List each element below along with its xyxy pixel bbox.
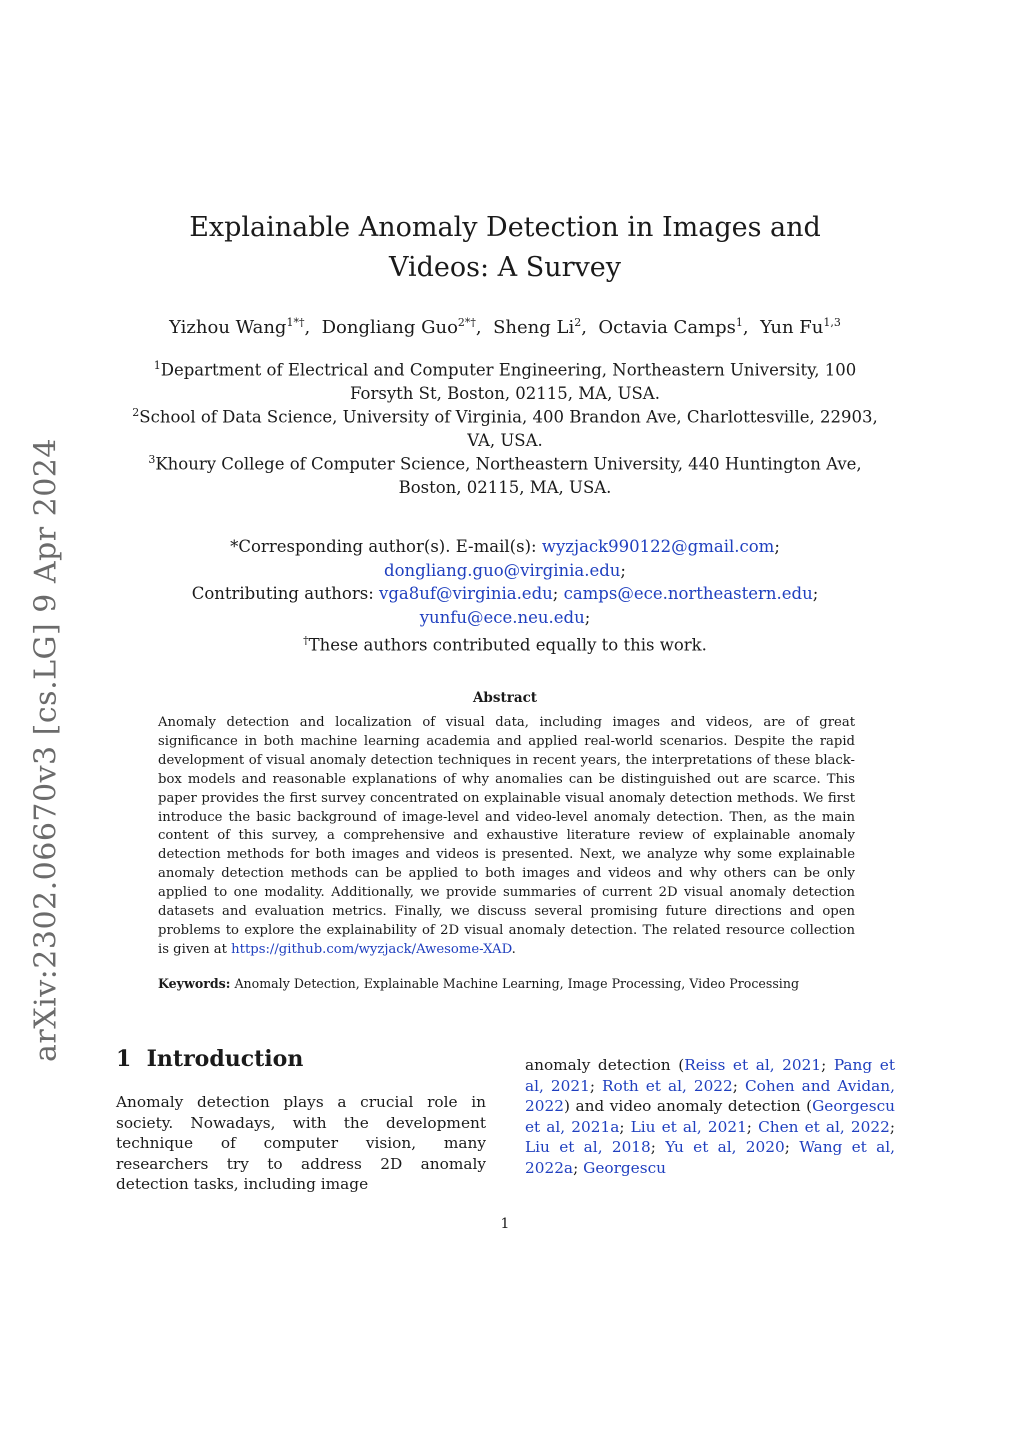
author-superscript: 1 <box>735 316 743 329</box>
citation-link[interactable]: Reiss et al, 2021 <box>684 1056 822 1074</box>
abstract-end: . <box>511 941 516 957</box>
body-text: anomaly detection ( <box>525 1056 685 1074</box>
citation-separator: ; <box>589 1076 602 1095</box>
citation-separator: ; <box>889 1117 895 1136</box>
citation-separator: ; <box>746 1117 759 1136</box>
intro-paragraph-right <box>525 1055 895 1179</box>
citation-link[interactable]: Pang et al, 2021 <box>525 1056 895 1095</box>
author-name: Yun Fu <box>760 317 824 338</box>
affiliation-text: School of Data Science, University of Virginia, 400 Brandon Ave, Charlottesville, 22903, VA, USA. <box>139 407 878 450</box>
section-number: 1 <box>116 1046 132 1072</box>
citation-link[interactable]: Georgescu <box>583 1158 667 1177</box>
author-name: Sheng Li <box>493 317 575 338</box>
body-text: ) and video anomaly detection ( <box>563 1097 813 1116</box>
section-title: Introduction <box>146 1046 304 1072</box>
contributing-label: Contributing authors: <box>191 584 374 603</box>
citation-link[interactable]: Chen et al, 2022 <box>758 1117 890 1136</box>
affiliation-number: 3 <box>148 453 156 466</box>
dagger-mark: † <box>303 634 309 647</box>
citation-separator: ; <box>573 1158 584 1177</box>
author-superscript: 1*† <box>286 316 305 329</box>
correspondence-block: *Corresponding author(s). E-mail(s): wyzjack990122@gmail.com; dongliang.guo@virginia.edu; Contributing authors: vga8uf@virginia.edu; camps@ece.northeastern.edu; yunfu@ece.neu.edu; †These authors contributed equally to this work. <box>191 537 819 655</box>
affiliation <box>120 401 890 452</box>
affiliation <box>120 354 890 405</box>
citation-link[interactable]: Wang et al, 2022a <box>525 1138 895 1177</box>
email-link[interactable]: vga8uf@virginia.edu <box>379 584 553 603</box>
paper-title: Explainable Anomaly Detection in Images and Videos: A Survey <box>189 212 821 283</box>
citation-separator: ; <box>821 1056 834 1074</box>
author-superscript: 1,3 <box>823 316 841 329</box>
affiliation-number: 1 <box>153 359 161 372</box>
author-list: Yizhou Wang$^{1*\dagger}$, Dongliang Guo$^{2*\dagger}$, Sheng Li$^2$, Octavia Camps$^1$, Yun Fu$^{1,3}$ <box>169 316 841 338</box>
citation-link[interactable]: Georgescu et al, 2021a <box>525 1097 895 1136</box>
abstract-body <box>158 714 855 960</box>
email-link[interactable]: camps@ece.northeastern.edu <box>563 584 813 603</box>
citation-separator: ; <box>784 1138 800 1157</box>
citation-link[interactable]: Cohen and Avidan, 2022 <box>525 1076 895 1116</box>
email-link[interactable]: yunfu@ece.neu.edu <box>419 607 585 627</box>
affiliation <box>120 448 890 499</box>
citation-link[interactable]: Liu et al, 2021 <box>630 1117 747 1136</box>
author-name: Octavia Camps <box>598 317 736 338</box>
affiliation-number: 2 <box>132 406 140 419</box>
affiliation-text: Khoury College of Computer Science, Northeastern University, 440 Huntington Ave, Boston, 02115, MA, USA. <box>155 454 862 497</box>
affiliation-text: Department of Electrical and Computer Engineering, Northeastern University, 100 Forsyth St, Boston, 02115, MA, USA. <box>160 360 857 403</box>
abstract-text: Anomaly detection and localization of visual data, including images and videos, are of great significance in both machine learning academia and applied real-world scenarios. Despite the rapid development of visual anomaly detection techniques in recent years, the interpretations of these black-box models and reasonable explanations of why anomalies can be distinguished out are scarce. This paper provides the first survey concentrated on explainable visual anomaly detection methods. We first introduce the basic background of image-level and video-level anomaly detection. Then, as the main content of this survey, a comprehensive and exhaustive literature review of explainable anomaly detection methods for both images and videos is presented. Next, we analyze why some explainable anomaly detection methods can be applied to both images and videos and why others can be only applied to one modality. Additionally, we provide summaries of current 2D visual anomaly detection datasets and evaluation metrics. Finally, we discuss several promising future directions and open problems to explore the explainability of 2D visual anomaly detection. The related resource collection is given at <box>158 715 855 957</box>
citation-link[interactable]: Liu et al, 2018 <box>525 1138 651 1157</box>
page-number: 1 <box>500 1216 510 1232</box>
intro-paragraph-left: Anomaly detection plays a crucial role in society. Nowadays, with the development technique of computer vision, many researchers try to address 2D anomaly detection tasks, including image <box>116 1093 486 1194</box>
citation-link[interactable]: Roth et al, 2022 <box>602 1076 733 1095</box>
citation-separator: ; <box>650 1138 666 1157</box>
keywords <box>158 976 858 991</box>
citation-separator: ; <box>732 1076 745 1095</box>
email-link[interactable]: wyzjack990122@gmail.com <box>541 537 775 556</box>
keywords-label: Keywords: <box>158 976 231 991</box>
citation-link[interactable]: Yu et al, 2020 <box>665 1138 785 1157</box>
keywords-text: Anomaly Detection, Explainable Machine Learning, Image Processing, Video Processing <box>234 976 800 991</box>
equal-contribution-note: These authors contributed equally to this work. <box>308 635 707 655</box>
email-link[interactable]: dongliang.guo@virginia.edu <box>384 560 621 580</box>
citation-separator: ; <box>619 1117 631 1136</box>
section-heading <box>116 1046 303 1072</box>
corresponding-label: *Corresponding author(s). E-mail(s): <box>230 537 537 556</box>
author-name: Yizhou Wang <box>169 317 287 338</box>
arxiv-sidebar-stamp: arXiv:2302.06670v3 [cs.LG] 9 Apr 2024 <box>28 438 64 1062</box>
author-superscript: 2*† <box>457 316 476 329</box>
resource-link[interactable]: https://github.com/wyzjack/Awesome-XAD <box>231 941 512 957</box>
author-name: Dongliang Guo <box>321 317 458 338</box>
author-superscript: 2 <box>574 316 582 329</box>
abstract-heading: Abstract <box>472 690 538 706</box>
